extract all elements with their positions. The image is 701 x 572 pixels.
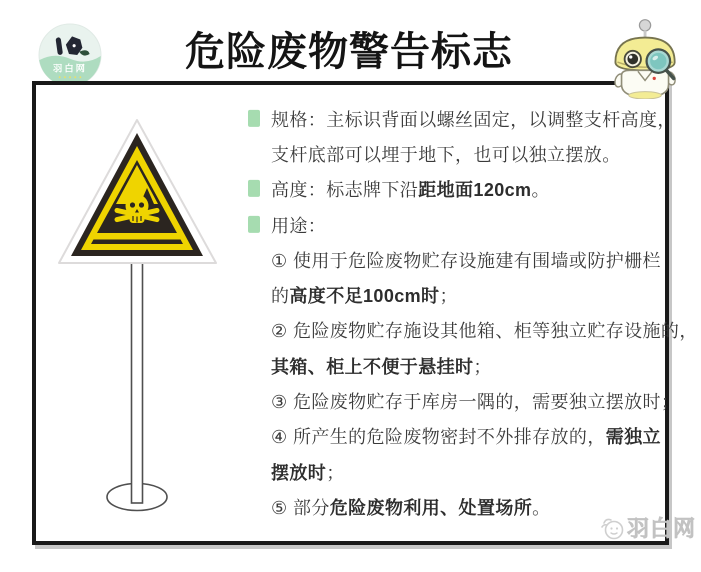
- info-line: [271, 207, 671, 242]
- watermark-text: 羽白网: [626, 516, 696, 541]
- bullet-marker: [248, 215, 260, 232]
- sign-pole: [132, 263, 143, 503]
- hazardous-waste-sign-illustration: [40, 103, 240, 515]
- info-line: [271, 313, 698, 348]
- line-text: 的高度不足100cm时；: [271, 286, 458, 307]
- line-text: ② 危险废物贮存施设其他箱、柜等独立贮存设施的，: [271, 321, 698, 342]
- line-text: ③ 危险废物贮存于库房一隅的，需要独立摆放时；: [271, 392, 680, 413]
- info-line: [271, 172, 671, 207]
- line-text: 其箱、柜上不便于悬挂时；: [271, 356, 492, 377]
- warning-triangle: [59, 120, 216, 263]
- line-text: ① 使用于危险废物贮存设施建有围墙或防护栅栏: [271, 250, 661, 271]
- info-line: [271, 277, 671, 312]
- info-line: [271, 419, 671, 454]
- info-line: [271, 348, 671, 383]
- text-lines: [271, 101, 698, 525]
- info-line: [271, 101, 676, 136]
- info-line: [271, 242, 671, 277]
- line-text: 用途：: [271, 215, 327, 236]
- info-line: [271, 136, 671, 171]
- doodle-face-icon: [600, 515, 626, 541]
- line-text: ⑤ 部分危险废物利用、处置场所。: [271, 497, 551, 518]
- page-title: 危险废物警告标志: [185, 30, 513, 74]
- line-text: 支杆底部可以埋于地下，也可以独立摆放。: [271, 144, 621, 165]
- line-text: 摆放时；: [271, 462, 345, 483]
- line-text: 规格：主标识背面以螺丝固定，以调整支杆高度，: [271, 109, 676, 130]
- line-text: ④ 所产生的危险废物密封不外排存放的，需独立: [271, 427, 661, 448]
- robot-with-magnifier-icon: [596, 17, 690, 99]
- yubai-logo-icon: [38, 23, 102, 87]
- logo-text: 羽白网: [52, 63, 88, 74]
- info-line: [271, 383, 680, 418]
- watermark: [600, 512, 696, 543]
- bullet-marker: [248, 180, 260, 197]
- line-text: 高度：标志牌下沿距地面120cm。: [271, 180, 550, 201]
- bullet-marker: [248, 109, 260, 126]
- info-line: [271, 454, 671, 489]
